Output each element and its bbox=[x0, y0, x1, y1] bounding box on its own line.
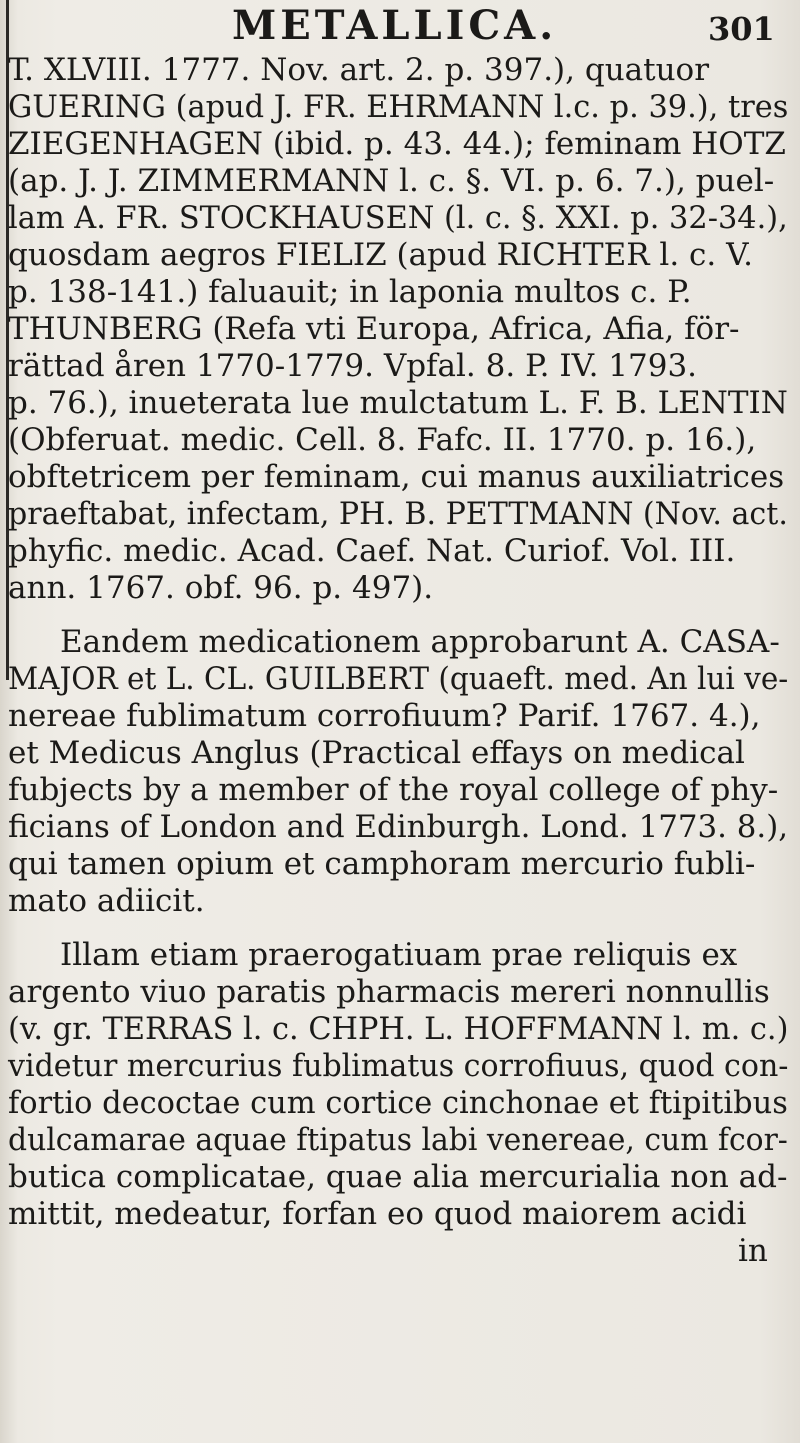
page-number: 301 bbox=[708, 10, 775, 48]
text-line: T. XLVIII. 1777. Nov. art. 2. p. 397.), quatuor bbox=[8, 52, 710, 88]
text-line: et Medicus Anglus (Practical effays on medical bbox=[8, 735, 745, 771]
text-line: Eandem medicationem approbarunt A. CASA- bbox=[60, 624, 780, 660]
text-line: MAJOR et L. CL. GUILBERT (quaeft. med. An lui ve- bbox=[8, 661, 789, 697]
catchword: in bbox=[738, 1233, 768, 1269]
text-line: THUNBERG (Refa vti Europa, Africa, Afia, för- bbox=[8, 311, 740, 347]
text-line: praeftabat, infectam, PH. B. PETTMANN (Nov. act. bbox=[8, 496, 788, 532]
text-line: (Obferuat. medic. Cell. 8. Fafc. II. 1770. p. 16.), bbox=[8, 422, 757, 458]
text-line: obftetricem per feminam, cui manus auxiliatrices bbox=[8, 459, 785, 495]
text-line: phyfic. medic. Acad. Caef. Nat. Curiof. Vol. III. bbox=[8, 533, 736, 569]
text-line: dulcamarae aquae ftipatus labi venereae, cum fcor- bbox=[8, 1122, 788, 1158]
text-line: ficians of London and Edinburgh. Lond. 1773. 8.), bbox=[8, 809, 789, 845]
text-line: (ap. J. J. ZIMMERMANN l. c. §. VI. p. 6. 7.), puel- bbox=[8, 163, 775, 199]
text-line: p. 138-141.) faluauit; in laponia multos c. P. bbox=[8, 274, 692, 310]
text-line: rättad åren 1770-1779. Vpfal. 8. P. IV. 1793. bbox=[8, 348, 698, 384]
text-line: videtur mercurius fublimatus corrofiuus, quod con- bbox=[8, 1048, 789, 1084]
text-line: butica complicatae, quae alia mercurialia non ad- bbox=[8, 1159, 788, 1195]
text-line: p. 76.), inueterata lue mulctatum L. F. B. LENTIN bbox=[8, 385, 788, 421]
text-line: mittit, medeatur, forfan eo quod maiorem acidi bbox=[8, 1196, 747, 1232]
text-line: nereae fublimatum corrofiuum? Parif. 1767. 4.), bbox=[8, 698, 761, 734]
text-line: GUERING (apud J. FR. EHRMANN l.c. p. 39.), tres bbox=[8, 89, 789, 125]
text-line: (v. gr. TERRAS l. c. CHPH. L. HOFFMANN l. m. c.) bbox=[8, 1011, 789, 1047]
text-line: fubjects by a member of the royal college of phy- bbox=[8, 772, 779, 808]
page-header bbox=[0, 2, 800, 52]
running-title: METALLICA. bbox=[232, 2, 558, 49]
text-line: argento viuo paratis pharmacis mereri nonnullis bbox=[8, 974, 770, 1010]
text-line: quosdam aegros FIELIZ (apud RICHTER l. c. V. bbox=[8, 237, 753, 273]
text-line: Illam etiam praerogatiuam prae reliquis ex bbox=[60, 937, 738, 973]
text-line: fortio decoctae cum cortice cinchonae et ftipitibus bbox=[8, 1085, 788, 1121]
text-line: mato adiicit. bbox=[8, 883, 205, 919]
text-line: ann. 1767. obf. 96. p. 497). bbox=[8, 570, 434, 606]
text-line: qui tamen opium et camphoram mercurio fubli- bbox=[8, 846, 756, 882]
text-line: lam A. FR. STOCKHAUSEN (l. c. §. XXI. p. 32-34.), bbox=[8, 200, 788, 236]
text-line: ZIEGENHAGEN (ibid. p. 43. 44.); feminam HOTZ bbox=[8, 126, 786, 162]
